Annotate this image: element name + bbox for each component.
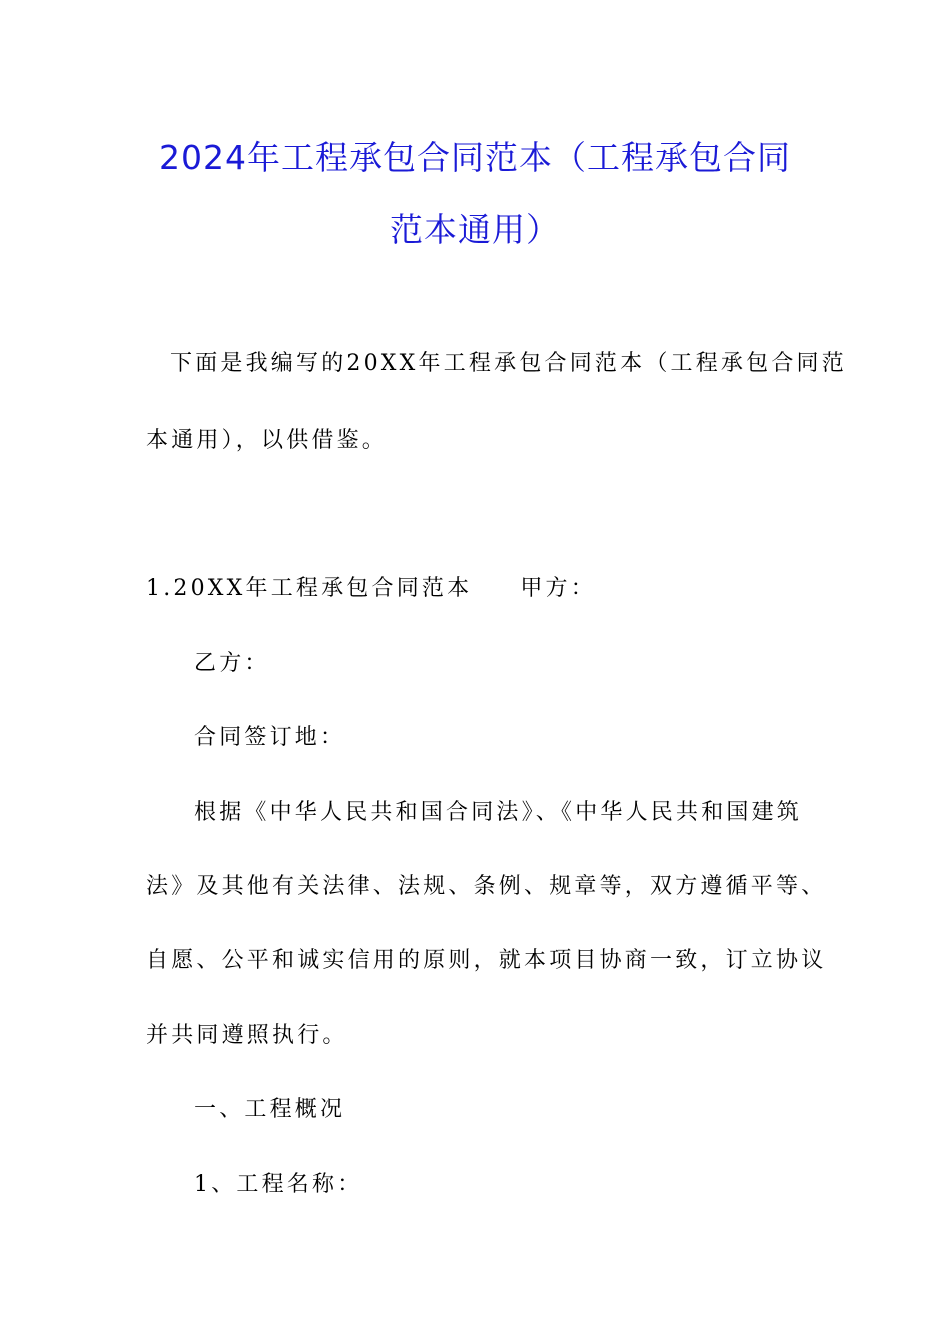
preamble-line-3: 自愿、公平和诚实信用的原则，就本项目协商一致，订立协议	[146, 948, 827, 973]
section-1-heading: 1.20XX年工程承包合同范本	[146, 576, 473, 601]
party-a-label: 甲方：	[520, 576, 596, 601]
intro-line-2: 本通用），以供借鉴。	[146, 428, 388, 453]
document-title-line-1: 2024年工程承包合同范本（工程承包合同	[159, 138, 791, 177]
preamble-line-4: 并共同遵照执行。	[146, 1023, 348, 1048]
preamble-line-1: 根据《中华人民共和国合同法》、《中华人民共和国建筑	[194, 800, 803, 825]
section-1-heading-row	[146, 571, 596, 602]
overview-item-1: 1、工程名称：	[194, 1172, 363, 1197]
intro-line-1: 下面是我编写的20XX年工程承包合同范本（工程承包合同范	[170, 351, 847, 376]
preamble-line-2: 法》及其他有关法律、法规、条例、规章等，双方遵循平等、	[146, 874, 827, 899]
party-b-label: 乙方：	[194, 651, 270, 676]
sign-place-label: 合同签订地：	[194, 725, 346, 750]
document-title-line-2: 范本通用）	[390, 210, 560, 249]
overview-heading: 一、工程概况	[194, 1097, 346, 1122]
